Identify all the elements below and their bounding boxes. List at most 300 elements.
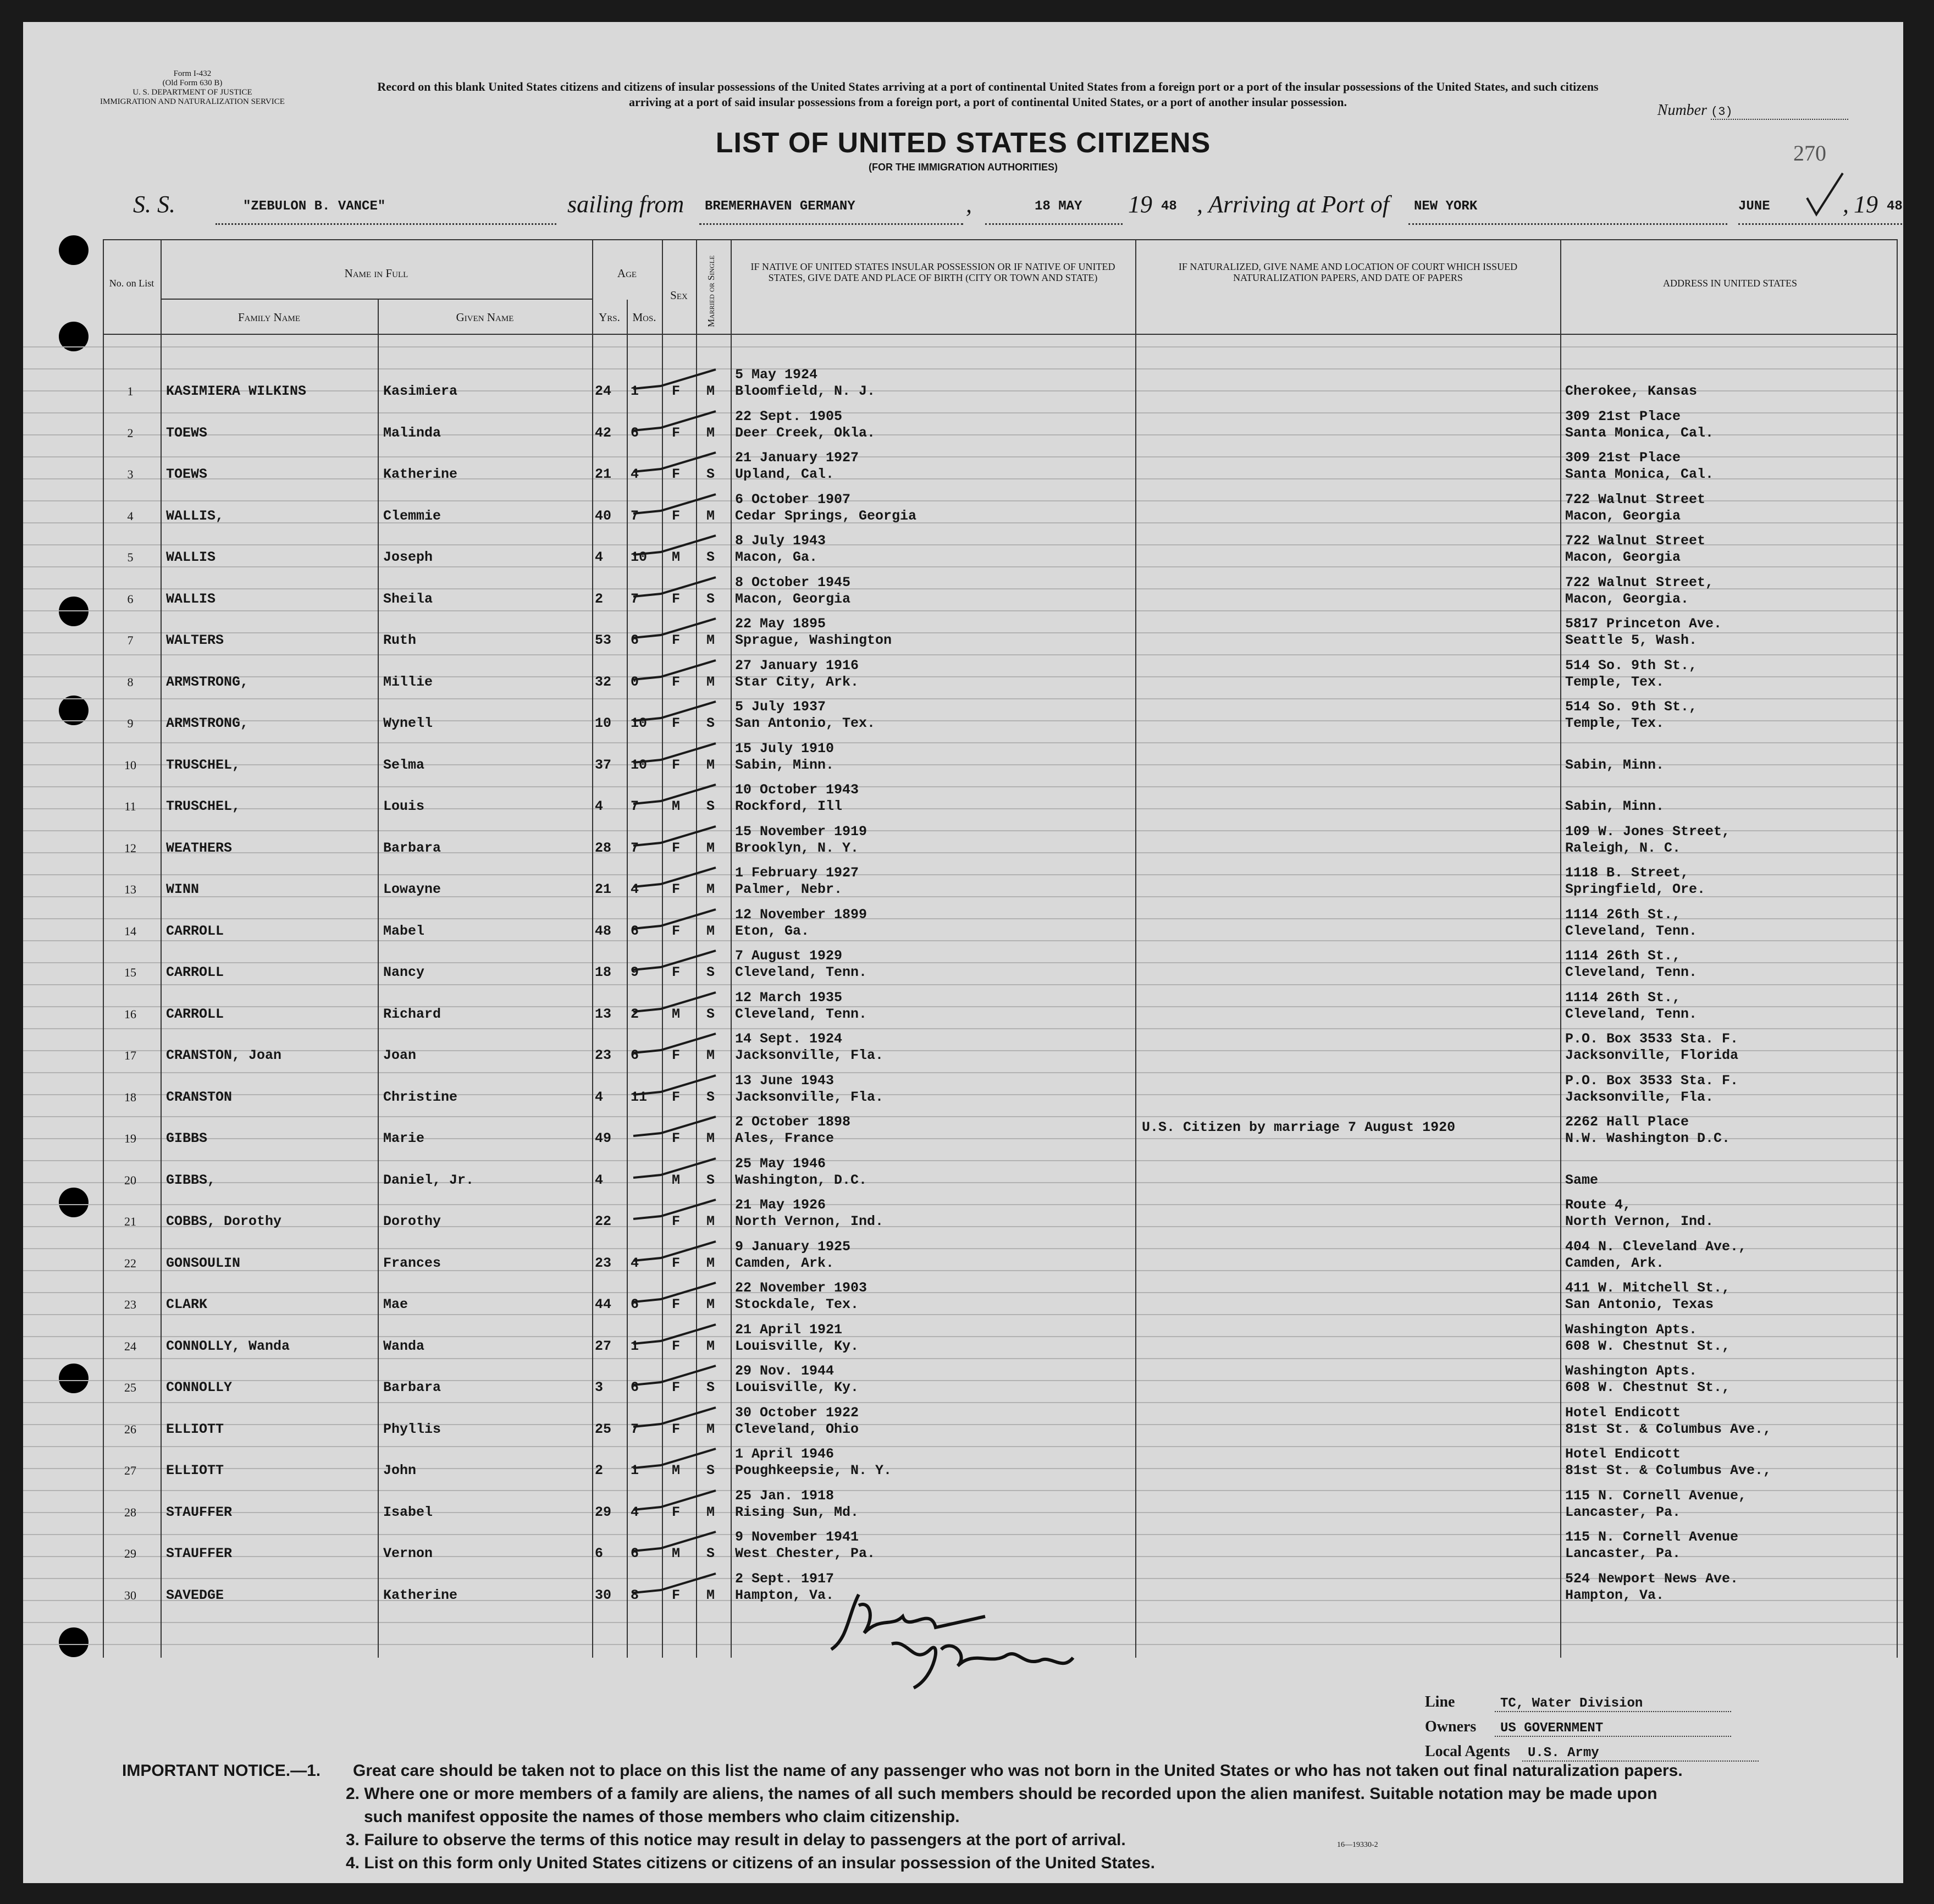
cell-sex: F (672, 383, 681, 399)
cell-birth2: West Chester, Pa. (735, 1546, 876, 1561)
cell-given: Clemmie (383, 507, 441, 524)
cell-ms: M (706, 1255, 715, 1271)
line-field (1425, 1693, 1731, 1712)
agents-field (1425, 1743, 1759, 1762)
cell-family: STAUFFER (166, 1504, 233, 1520)
cell-given: Frances (383, 1255, 441, 1271)
cell-yrs: 13 (595, 1006, 612, 1022)
cell-given: Vernon (383, 1546, 433, 1561)
cell-birth1: 14 Sept. 1924 (735, 1031, 843, 1047)
cell-family: CARROLL (166, 964, 224, 980)
header-birth: IF NATIVE OF UNITED STATES INSULAR POSSESSION OR IF NATIVE OF UNITED STATES, GIVE DATE AND PLACE OF BIRTH (CITY OR TOWN AND STATE) (750, 261, 1115, 283)
cell-addr1: P.O. Box 3533 Sta. F. (1565, 1072, 1739, 1089)
line-value: TC, Water Division (1495, 1696, 1731, 1712)
cell-mos: 6 (631, 1047, 639, 1063)
cell-sex: M (672, 1006, 681, 1022)
cell-family: WALLIS (166, 549, 216, 565)
cell-ms: M (706, 1338, 715, 1354)
row-check-mark (628, 1114, 727, 1152)
cell-yrs: 21 (595, 466, 612, 482)
cell-addr1: 115 N. Cornell Avenue (1565, 1529, 1739, 1545)
cell-birth2: Jacksonville, Fla. (735, 1089, 884, 1105)
row-check-mark (628, 1239, 727, 1277)
cell-family: CONNOLLY (166, 1379, 233, 1395)
row-number: 17 (124, 1048, 136, 1062)
cell-ms: M (706, 632, 715, 648)
cell-ms: S (706, 466, 715, 482)
cell-addr1: 5817 Princeton Ave. (1565, 616, 1722, 632)
cell-birth1: 8 October 1945 (735, 574, 851, 590)
cell-sex: F (672, 1421, 681, 1437)
cell-ms: S (706, 964, 715, 980)
cell-addr2: Seattle 5, Wash. (1565, 632, 1698, 648)
cell-mos: 4 (631, 1504, 639, 1520)
row-number: 27 (124, 1464, 136, 1477)
row-check-mark (628, 782, 727, 820)
cell-addr2: Macon, Georgia. (1565, 590, 1689, 607)
cell-birth1: 12 November 1899 (735, 906, 867, 923)
cell-sex: F (672, 1379, 681, 1395)
cell-birth1: 15 November 1919 (735, 823, 867, 840)
cell-mos: 6 (631, 923, 639, 939)
cell-given: Daniel, Jr. (383, 1172, 474, 1188)
cell-family: CRANSTON (166, 1089, 233, 1105)
row-check-mark (628, 367, 727, 405)
cell-birth1: 1 February 1927 (735, 865, 859, 881)
arrival-year: 48 (1887, 199, 1903, 214)
row-check-mark (628, 990, 727, 1028)
punch-hole (59, 1364, 89, 1393)
cell-given: Dorothy (383, 1213, 441, 1229)
row-check-mark (628, 1529, 727, 1568)
cell-addr2: Cleveland, Tenn. (1565, 1006, 1698, 1022)
cell-sex: F (672, 1213, 681, 1229)
row-check-mark (628, 616, 727, 654)
manifest-sheet (23, 22, 1903, 1883)
cell-birth2: Hampton, Va. (735, 1587, 835, 1603)
cell-sex: M (672, 1172, 681, 1188)
cell-sex: M (672, 798, 681, 814)
cell-given: Isabel (383, 1504, 433, 1520)
row-number: 5 (127, 550, 134, 564)
cell-ms: M (706, 1296, 715, 1312)
cell-addr1: 309 21st Place (1565, 450, 1681, 466)
cell-addr2: 608 W. Chestnut St., (1565, 1379, 1731, 1395)
cell-birth1: 12 March 1935 (735, 989, 843, 1006)
cell-ms: M (706, 424, 715, 441)
cell-addr1: 2262 Hall Place (1565, 1114, 1689, 1130)
number-field (1657, 102, 1848, 120)
cell-sex: F (672, 840, 681, 856)
cell-addr1: Route 4, (1565, 1197, 1632, 1213)
cell-birth1: 5 July 1937 (735, 699, 826, 715)
cell-yrs: 4 (595, 549, 604, 565)
cell-ms: M (706, 1047, 715, 1063)
cell-yrs: 10 (595, 715, 612, 731)
cell-mos: 4 (631, 466, 639, 482)
row-check-mark (628, 450, 727, 488)
cell-mos: 1 (631, 383, 639, 399)
cell-mos: 0 (631, 674, 639, 690)
header-mos: Mos. (632, 311, 656, 324)
cell-addr1: 309 21st Place (1565, 408, 1681, 424)
cell-birth2: Cleveland, Tenn. (735, 1006, 867, 1022)
cell-addr2: Jacksonville, Fla. (1565, 1089, 1714, 1105)
cell-yrs: 24 (595, 383, 612, 399)
row-check-mark (628, 575, 727, 613)
punch-hole (59, 1627, 89, 1657)
cell-birth1: 21 May 1926 (735, 1197, 826, 1213)
punch-hole (59, 1188, 89, 1217)
notice-item-2-cont: such manifest opposite the names of those members who claim citizenship. (364, 1808, 960, 1826)
cell-nat: U.S. Citizen by marriage 7 August 1920 (1142, 1119, 1456, 1135)
cell-birth1: 10 October 1943 (735, 782, 859, 798)
cell-addr1: 109 W. Jones Street, (1565, 823, 1731, 840)
row-number: 9 (127, 716, 134, 730)
record-note: Record on this blank United States citizens and citizens of insular possessions of the United States arriving at a port of continental United States from a foreign port or a port of the insular possessions of the United States, and such citizens arriving at a port of said insular possessions from a foreign port, a port of continental United States, or a port of another insular possession. (377, 80, 1599, 109)
cell-addr2: Macon, Georgia (1565, 549, 1681, 565)
cell-yrs: 28 (595, 840, 612, 856)
cell-mos: 9 (631, 964, 639, 980)
agents-label: Local Agents (1425, 1743, 1510, 1760)
cell-mos: 4 (631, 1255, 639, 1271)
cell-addr1: 1118 B. Street, (1565, 865, 1689, 881)
cell-birth1: 25 Jan. 1918 (735, 1487, 835, 1504)
cell-sex: F (672, 1296, 681, 1312)
check-mark (1804, 170, 1848, 220)
cell-given: Joseph (383, 549, 433, 565)
row-number: 4 (127, 509, 134, 523)
stamp-number: 270 (1793, 141, 1826, 165)
cell-birth1: 22 November 1903 (735, 1280, 867, 1296)
cell-sex: F (672, 632, 681, 648)
cell-ms: M (706, 507, 715, 524)
cell-yrs: 22 (595, 1213, 612, 1229)
cell-given: Katherine (383, 466, 458, 482)
cell-yrs: 18 (595, 964, 612, 980)
cell-addr1: 722 Walnut Street, (1565, 574, 1714, 590)
cell-birth2: Ales, France (735, 1130, 835, 1146)
cell-yrs: 44 (595, 1296, 612, 1312)
sailing-label: sailing from (567, 191, 684, 218)
cell-yrs: 25 (595, 1421, 612, 1437)
citizens-table (103, 239, 1898, 1669)
row-check-mark (628, 533, 727, 571)
punch-hole (59, 597, 89, 626)
cell-birth2: Rising Sun, Md. (735, 1504, 859, 1520)
cell-mos: 1 (631, 1338, 639, 1354)
cell-ms: S (706, 798, 715, 814)
old-form-number: (Old Form 630 B) (162, 79, 223, 87)
cell-addr2: Jacksonville, Florida (1565, 1047, 1739, 1063)
row-check-mark (628, 1031, 727, 1069)
cell-ms: M (706, 1421, 715, 1437)
cell-family: TRUSCHEL, (166, 798, 241, 814)
cell-addr1: Washington Apts. (1565, 1321, 1698, 1338)
cell-sex: F (672, 424, 681, 441)
owners-label: Owners (1425, 1718, 1477, 1735)
cell-addr2: Macon, Georgia (1565, 507, 1681, 524)
cell-family: CARROLL (166, 923, 224, 939)
cell-yrs: 4 (595, 1172, 604, 1188)
voyage-line: S. S. "ZEBULON B. VANCE" sailing from BREMERHAVEN GERMANY , 18 MAY 19 48 , Arriving at Port of NEW YORK JUNE , 19 48 (133, 187, 1859, 231)
cell-yrs: 3 (595, 1379, 604, 1395)
row-number: 21 (124, 1215, 136, 1228)
cell-birth1: 5 May 1924 (735, 367, 818, 383)
cell-yrs: 4 (595, 1089, 604, 1105)
cell-given: Ruth (383, 632, 417, 648)
cell-given: Wanda (383, 1338, 425, 1354)
header-married-single: Married or Single (706, 255, 716, 327)
cell-given: Barbara (383, 1379, 441, 1395)
cell-mos: 8 (631, 1587, 639, 1603)
cell-given: Millie (383, 674, 433, 690)
notice-item-3: 3. Failure to observe the terms of this notice may result in delay to passengers at the port of arrival. (346, 1831, 1126, 1849)
cell-birth2: Rockford, Ill (735, 798, 843, 814)
cell-yrs: 27 (595, 1338, 612, 1354)
cell-birth2: San Antonio, Tex. (735, 715, 876, 731)
arriving-label: , Arriving at Port of (1197, 191, 1389, 218)
cell-birth1: 25 May 1946 (735, 1155, 826, 1172)
cell-sex: F (672, 715, 681, 731)
cell-yrs: 2 (595, 590, 604, 607)
print-code: 16—19330-2 (1337, 1841, 1378, 1849)
cell-family: STAUFFER (166, 1546, 233, 1561)
cell-addr2: Cleveland, Tenn. (1565, 964, 1698, 980)
cell-sex: M (672, 1546, 681, 1561)
cell-yrs: 37 (595, 757, 612, 773)
cell-given: Malinda (383, 424, 441, 441)
cell-given: John (383, 1463, 417, 1478)
cell-addr2: Same (1565, 1172, 1599, 1188)
cell-yrs: 4 (595, 798, 604, 814)
cell-sex: F (672, 757, 681, 773)
cell-birth2: Camden, Ark. (735, 1255, 835, 1271)
cell-addr1: 404 N. Cleveland Ave., (1565, 1238, 1747, 1255)
row-check-mark (628, 1363, 727, 1401)
cell-addr2: N.W. Washington D.C. (1565, 1130, 1731, 1146)
cell-birth1: 9 January 1925 (735, 1238, 851, 1255)
cell-addr2: Sabin, Minn. (1565, 798, 1665, 814)
cell-ms: S (706, 590, 715, 607)
year-label: 19 (1128, 191, 1152, 218)
owners-value: US GOVERNMENT (1495, 1721, 1731, 1737)
cell-given: Marie (383, 1130, 425, 1146)
cell-sex: M (672, 549, 681, 565)
cell-birth1: 21 January 1927 (735, 450, 859, 466)
row-number: 13 (124, 882, 136, 896)
cell-family: TRUSCHEL, (166, 757, 241, 773)
number-label: Number (1657, 102, 1707, 119)
cell-addr1: 411 W. Mitchell St., (1565, 1280, 1731, 1296)
row-check-mark (628, 1488, 727, 1526)
cell-given: Richard (383, 1006, 441, 1022)
row-number: 15 (124, 965, 136, 979)
cell-birth2: Star City, Ark. (735, 674, 859, 690)
notice-item-2: 2. Where one or more members of a family are aliens, the names of all such members should be recorded upon the alien manifest. Suitable notation may be made upon (346, 1785, 1657, 1803)
header-naturalized: IF NATURALIZED, GIVE NAME AND LOCATION OF COURT WHICH ISSUED NATURALIZATION PAPERS, AND DATE OF PAPERS (1178, 261, 1518, 283)
row-number: 6 (127, 592, 134, 606)
cell-family: GIBBS, (166, 1172, 216, 1188)
row-check-mark (628, 1280, 727, 1318)
cell-yrs: 23 (595, 1255, 612, 1271)
row-number: 7 (127, 633, 134, 647)
row-number: 8 (127, 675, 134, 689)
row-number: 1 (127, 384, 134, 398)
cell-mos: 4 (631, 881, 639, 897)
cell-sex: F (672, 1047, 681, 1063)
cell-given: Selma (383, 757, 425, 773)
from-port: BREMERHAVEN GERMANY (705, 199, 855, 214)
cell-ms: M (706, 674, 715, 690)
notice-item-1: Great care should be taken not to place on this list the name of any passenger who was not born in the United States or who has not taken out final naturalization papers. (353, 1762, 1683, 1780)
header-family-name: Family Name (237, 311, 301, 324)
cell-family: CRANSTON, Joan (166, 1047, 282, 1063)
cell-given: Kasimiera (383, 383, 458, 399)
row-number: 29 (124, 1547, 136, 1560)
cell-addr2: Hampton, Va. (1565, 1587, 1665, 1603)
cell-given: Lowayne (383, 881, 441, 897)
line-label: Line (1425, 1693, 1455, 1710)
cell-family: TOEWS (166, 424, 208, 441)
cell-addr2: Temple, Tex. (1565, 674, 1665, 690)
cell-addr1: Washington Apts. (1565, 1363, 1698, 1379)
cell-addr2: 81st St. & Columbus Ave., (1565, 1463, 1772, 1478)
row-number: 22 (124, 1256, 136, 1270)
cell-yrs: 42 (595, 424, 612, 441)
header-no-on-list: No. on List (109, 278, 154, 289)
cell-given: Wynell (383, 715, 433, 731)
row-check-mark (628, 824, 727, 862)
cell-ms: S (706, 1546, 715, 1561)
cell-family: GONSOULIN (166, 1255, 241, 1271)
cell-yrs: 2 (595, 1463, 604, 1478)
cell-addr2: Santa Monica, Cal. (1565, 424, 1714, 441)
row-check-mark (628, 1156, 727, 1194)
row-number: 24 (124, 1339, 136, 1353)
cell-birth1: 29 Nov. 1944 (735, 1363, 835, 1379)
cell-family: WALLIS, (166, 507, 224, 524)
row-number: 12 (124, 841, 136, 855)
row-number: 28 (124, 1505, 136, 1519)
cell-birth1: 9 November 1941 (735, 1529, 859, 1545)
cell-sex: F (672, 466, 681, 482)
cell-ms: M (706, 1130, 715, 1146)
cell-addr2: Temple, Tex. (1565, 715, 1665, 731)
row-number: 3 (127, 467, 134, 481)
cell-ms: M (706, 840, 715, 856)
cell-birth2: Macon, Ga. (735, 549, 818, 565)
cell-sex: F (672, 590, 681, 607)
cell-given: Sheila (383, 590, 433, 607)
page-subtitle: (FOR THE IMMIGRATION AUTHORITIES) (869, 162, 1058, 173)
cell-addr1: 722 Walnut Street (1565, 491, 1706, 507)
cell-yrs: 53 (595, 632, 612, 648)
cell-family: CARROLL (166, 1006, 224, 1022)
row-number: 30 (124, 1588, 136, 1602)
cell-family: ELLIOTT (166, 1421, 224, 1437)
cell-birth2: Washington, D.C. (735, 1172, 867, 1188)
cell-birth2: Eton, Ga. (735, 923, 810, 939)
cell-mos: 6 (631, 424, 639, 441)
cell-birth2: Deer Creek, Okla. (735, 424, 876, 441)
row-number: 2 (127, 426, 134, 440)
row-number: 19 (124, 1132, 136, 1145)
cell-ms: M (706, 757, 715, 773)
official-signature (826, 1583, 1156, 1693)
row-check-mark (628, 1405, 727, 1443)
cell-given: Louis (383, 798, 425, 814)
cell-yrs: 23 (595, 1047, 612, 1063)
cell-birth1: 8 July 1943 (735, 533, 826, 549)
form-number: Form I-432 (173, 69, 212, 78)
cell-given: Joan (383, 1047, 417, 1063)
cell-mos: 6 (631, 1379, 639, 1395)
cell-yrs: 40 (595, 507, 612, 524)
notice-item-4: 4. List on this form only United States citizens or citizens of an insular possession of the United States. (346, 1854, 1155, 1872)
cell-ms: M (706, 881, 715, 897)
cell-birth2: Macon, Georgia (735, 590, 851, 607)
cell-ms: M (706, 383, 715, 399)
sail-date: 18 MAY (1035, 199, 1082, 214)
cell-given: Barbara (383, 840, 441, 856)
cell-yrs: 21 (595, 881, 612, 897)
row-check-mark (628, 1073, 727, 1111)
cell-ms: M (706, 1587, 715, 1603)
ship-name: "ZEBULON B. VANCE" (243, 199, 386, 214)
cell-ms: S (706, 1172, 715, 1188)
cell-birth2: Sabin, Minn. (735, 757, 835, 773)
cell-given: Nancy (383, 964, 425, 980)
cell-ms: M (706, 1504, 715, 1520)
row-check-mark (628, 699, 727, 737)
cell-mos: 11 (631, 1089, 648, 1105)
service: IMMIGRATION AND NATURALIZATION SERVICE (100, 97, 285, 106)
header-sex: Sex (670, 289, 688, 302)
cell-yrs: 6 (595, 1546, 604, 1561)
cell-family: COBBS, Dorothy (166, 1213, 282, 1229)
owners-field (1425, 1718, 1731, 1737)
cell-addr1: 524 Newport News Ave. (1565, 1570, 1739, 1587)
row-number: 16 (124, 1007, 136, 1021)
row-check-mark (628, 1197, 727, 1235)
cell-addr2: 608 W. Chestnut St., (1565, 1338, 1731, 1354)
cell-addr2: Lancaster, Pa. (1565, 1504, 1681, 1520)
cell-family: WEATHERS (166, 840, 233, 856)
cell-birth1: 27 January 1916 (735, 657, 859, 674)
cell-family: ARMSTRONG, (166, 674, 249, 690)
form-block (100, 69, 285, 107)
row-check-mark (628, 907, 727, 945)
cell-given: Mae (383, 1296, 408, 1312)
cell-addr2: North Vernon, Ind. (1565, 1213, 1714, 1229)
cell-addr1: 1114 26th St., (1565, 906, 1681, 923)
cell-addr1: 1114 26th St., (1565, 989, 1681, 1006)
punch-hole (59, 235, 89, 265)
cell-addr2: Lancaster, Pa. (1565, 1546, 1681, 1561)
cell-mos: 7 (631, 840, 639, 856)
cell-birth2: Upland, Cal. (735, 466, 835, 482)
row-number: 25 (124, 1381, 136, 1394)
cell-sex: F (672, 1089, 681, 1105)
cell-sex: F (672, 507, 681, 524)
cell-addr1: 1114 26th St., (1565, 948, 1681, 964)
cell-birth1: 7 August 1929 (735, 948, 843, 964)
cell-sex: F (672, 923, 681, 939)
cell-birth1: 21 April 1921 (735, 1321, 843, 1338)
cell-birth2: Louisville, Ky. (735, 1338, 859, 1354)
notice-lead: IMPORTANT NOTICE.—1. (122, 1762, 321, 1780)
